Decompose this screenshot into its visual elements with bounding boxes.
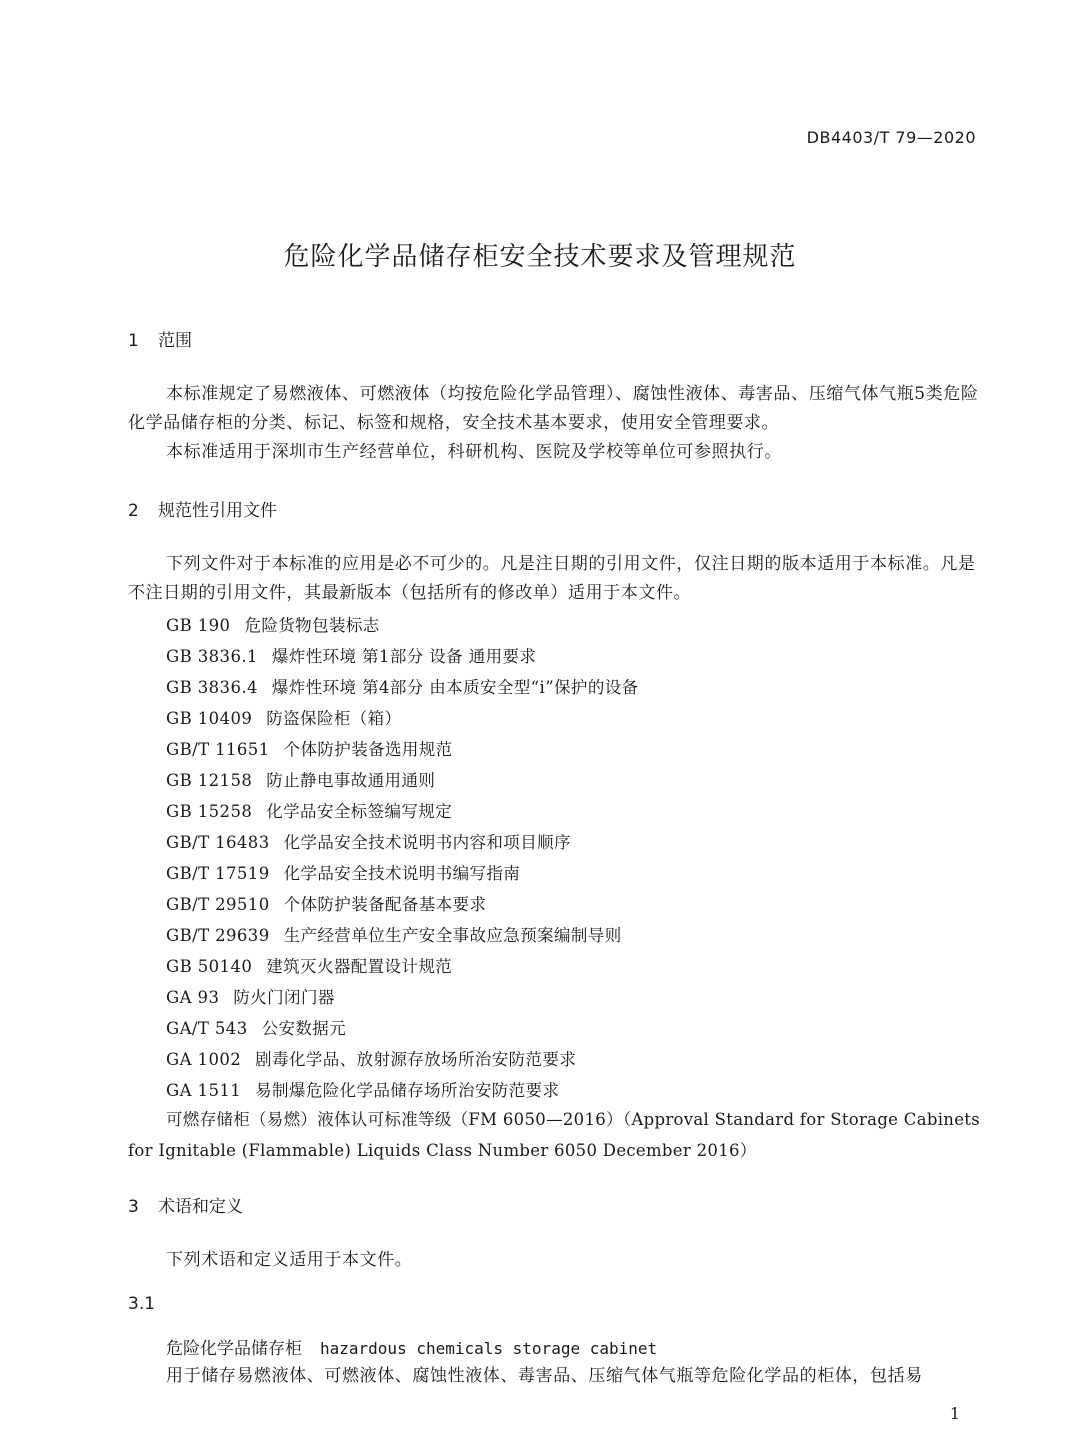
reference-code: GB 10409 — [166, 709, 253, 728]
section-number: 3 — [128, 1197, 139, 1217]
section-number: 1 — [128, 331, 139, 351]
reference-item — [166, 858, 639, 889]
term-entry — [166, 1334, 657, 1359]
section-number: 2 — [128, 501, 139, 521]
reference-code: GB 15258 — [166, 802, 253, 821]
reference-item — [166, 672, 639, 703]
reference-code: GB 3836.1 — [166, 647, 258, 666]
scope-paragraph-2: 本标准适用于深圳市生产经营单位，科研机构、医院及学校等单位可参照执行。 — [166, 442, 782, 462]
reference-item — [166, 1013, 639, 1044]
section-3-heading — [128, 1192, 243, 1217]
reference-title: 化学品安全技术说明书编写指南 — [283, 864, 521, 883]
terms-intro: 下列术语和定义适用于本文件。 — [166, 1250, 413, 1270]
reference-code: GB 50140 — [166, 957, 253, 976]
term-chinese: 危险化学品储存柜 — [166, 1339, 302, 1359]
reference-item — [166, 951, 639, 982]
subsection-number: 3.1 — [128, 1294, 156, 1314]
reference-code: GB/T 11651 — [166, 740, 270, 759]
reference-title: 公安数据元 — [261, 1019, 347, 1038]
references-intro: 下列文件对于本标准的应用是必不可少的。凡是注日期的引用文件，仅注日期的版本适用于本标准。凡是不注日期的引用文件，其最新版本（包括所有的修改单）适用于本文件。 — [128, 554, 976, 603]
reference-title: 防止静电事故通用通则 — [266, 771, 436, 790]
section-title: 规范性引用文件 — [158, 501, 277, 521]
reference-item — [166, 610, 639, 641]
page-number: 1 — [949, 1404, 960, 1423]
reference-title: 剧毒化学品、放射源存放场所治安防范要求 — [255, 1050, 577, 1069]
reference-item — [166, 734, 639, 765]
reference-item — [166, 920, 639, 951]
reference-title: 建筑灭火器配置设计规范 — [266, 957, 453, 976]
reference-item — [166, 796, 639, 827]
document-title: 危险化学品储存柜安全技术要求及管理规范 — [283, 242, 797, 272]
reference-item — [166, 1075, 639, 1106]
standard-code: DB4403/T 79—2020 — [806, 128, 976, 147]
reference-code: GA 1002 — [166, 1050, 242, 1069]
reference-code: GA 93 — [166, 988, 220, 1007]
reference-title: 化学品安全技术说明书内容和项目顺序 — [283, 833, 571, 852]
reference-title: 化学品安全标签编写规定 — [266, 802, 453, 821]
scope-paragraph-1: 本标准规定了易燃液体、可燃液体（均按危险化学品管理）、腐蚀性液体、毒害品、压缩气体气瓶5类危险化学品储存柜的分类、标记、标签和规格，安全技术基本要求，使用安全管理要求。 — [128, 384, 979, 433]
reference-list — [166, 610, 639, 1106]
reference-code: GB/T 16483 — [166, 833, 270, 852]
reference-code: GB 3836.4 — [166, 678, 258, 697]
reference-title: 危险货物包装标志 — [244, 616, 380, 635]
reference-title: 爆炸性环境 第1部分 设备 通用要求 — [271, 647, 537, 666]
reference-item — [166, 889, 639, 920]
term-definition: 用于储存易燃液体、可燃液体、腐蚀性液体、毒害品、压缩气体气瓶等危险化学品的柜体，包括易 — [166, 1366, 923, 1386]
reference-title: 个体防护装备配备基本要求 — [283, 895, 487, 914]
reference-title: 防盗保险柜（箱） — [266, 709, 402, 728]
section-1-heading — [128, 326, 192, 351]
reference-code: GB/T 17519 — [166, 864, 270, 883]
reference-code: GB 12158 — [166, 771, 253, 790]
reference-item — [166, 1044, 639, 1075]
reference-code: GB 190 — [166, 616, 231, 635]
section-title: 术语和定义 — [158, 1197, 243, 1217]
term-english: hazardous chemicals storage cabinet — [320, 1339, 658, 1358]
reference-item — [166, 641, 639, 672]
reference-item — [166, 765, 639, 796]
reference-title: 生产经营单位生产安全事故应急预案编制导则 — [283, 926, 622, 945]
section-2-heading — [128, 496, 277, 521]
reference-code: GA/T 543 — [166, 1019, 248, 1038]
reference-title: 个体防护装备选用规范 — [283, 740, 453, 759]
reference-title: 易制爆危险化学品储存场所治安防范要求 — [255, 1081, 560, 1100]
reference-item — [166, 827, 639, 858]
reference-item — [166, 982, 639, 1013]
fm-reference: 可燃存储柜（易燃）液体认可标准等级（FM 6050—2016）（Approval Standard for Storage Cabinets for Ignitable (Flammable) Liquids Class Number 6050 December 2016） — [128, 1110, 980, 1160]
reference-title: 防火门闭门器 — [233, 988, 335, 1007]
reference-item — [166, 703, 639, 734]
section-title: 范围 — [158, 331, 192, 351]
reference-code: GB/T 29510 — [166, 895, 270, 914]
reference-code: GA 1511 — [166, 1081, 242, 1100]
reference-title: 爆炸性环境 第4部分 由本质安全型“i”保护的设备 — [271, 678, 639, 697]
reference-code: GB/T 29639 — [166, 926, 270, 945]
